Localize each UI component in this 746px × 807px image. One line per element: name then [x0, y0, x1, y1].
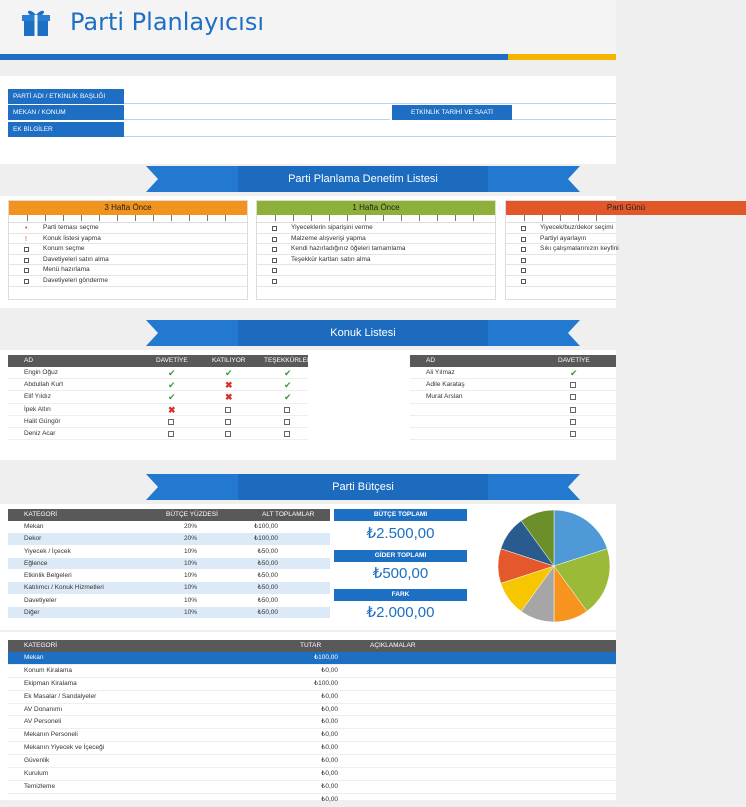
guest-row — [410, 379, 616, 391]
expense-amount: ₺0,00 — [321, 718, 338, 726]
budget-row[interactable] — [8, 533, 330, 545]
guest-name[interactable]: Adile Karataş — [426, 381, 465, 389]
venue-label: MEKAN / KONUM — [8, 105, 124, 120]
expense-details-table — [8, 640, 616, 807]
guest-list-banner — [146, 320, 580, 346]
budget-percent: 10% — [184, 584, 198, 592]
budget-category: Eğlence — [24, 559, 48, 567]
task-item[interactable]: ! Konuk listesi yapma — [9, 234, 247, 245]
guest-row — [410, 391, 616, 403]
guest-list-title: Konuk Listesi — [238, 320, 488, 346]
expense-category: Güvenlik — [24, 757, 50, 765]
checklist-card-3-weeks — [8, 200, 248, 300]
check-icon[interactable]: ✔ — [284, 380, 292, 391]
task-item[interactable] — [257, 276, 495, 287]
task-item[interactable] — [506, 276, 616, 287]
budget-summary — [334, 509, 467, 625]
expense-row[interactable] — [8, 742, 616, 755]
budget-row[interactable] — [8, 607, 330, 619]
checklist-card-party-day — [505, 200, 646, 300]
checkbox[interactable] — [272, 279, 277, 284]
checkbox[interactable] — [24, 247, 29, 252]
expense-category: Kurulum — [24, 770, 49, 778]
expense-total-label: GİDER TOPLAMI — [334, 550, 467, 562]
guest-row — [410, 416, 616, 428]
check-icon[interactable]: ✔ — [284, 392, 292, 403]
budget-total-label: BÜTÇE TOPLAMI — [334, 509, 467, 521]
budget-percent: 20% — [184, 523, 198, 530]
task-item[interactable]: Malzeme alışverişi yapma — [257, 234, 495, 245]
guest-name[interactable]: Halit Güngör — [24, 417, 61, 425]
check-icon[interactable]: ✔ — [168, 368, 176, 378]
expense-amount: ₺100,00 — [313, 654, 338, 661]
guest-table-header: AD DAVETİYE KATILIYOR TEŞEKKÜRLER — [8, 355, 308, 367]
checkbox[interactable] — [272, 247, 277, 252]
important-icon: • — [25, 225, 28, 232]
accent-bar-blue — [0, 54, 508, 60]
gift-icon — [22, 8, 50, 38]
guest-row — [8, 367, 308, 379]
task-item[interactable]: Yiyecek/buz/dekor seçimi — [506, 223, 616, 234]
budget-subtotal: ₺50,00 — [257, 609, 278, 617]
guest-row — [8, 404, 308, 416]
checkbox[interactable] — [521, 226, 526, 231]
expense-amount: ₺0,00 — [321, 731, 338, 739]
cross-icon[interactable]: ✖ — [225, 392, 233, 403]
budget-percent: 10% — [184, 547, 198, 555]
budget-category: Etkinlik Belgeleri — [24, 572, 72, 580]
expense-amount: ₺0,00 — [321, 770, 338, 778]
empty-checkbox[interactable] — [168, 428, 174, 442]
check-icon[interactable]: ✔ — [168, 392, 176, 403]
spiral-binding — [506, 215, 616, 223]
expense-row[interactable] — [8, 794, 616, 807]
details-table-header: KATEGORİ TUTAR AÇIKLAMALAR — [8, 640, 616, 652]
expense-row[interactable] — [8, 678, 616, 691]
expense-category: Mekan — [24, 654, 44, 661]
expense-amount: ₺0,00 — [321, 666, 338, 674]
budget-subtotal: ₺50,00 — [257, 584, 278, 592]
checkbox[interactable] — [272, 258, 277, 263]
expense-category: AV Donanımı — [24, 705, 63, 713]
party-name-input[interactable] — [124, 88, 616, 104]
expense-amount: ₺0,00 — [321, 795, 338, 803]
budget-category: Davetiyeler — [24, 596, 57, 604]
expense-row[interactable] — [8, 652, 616, 665]
expense-row[interactable] — [8, 704, 616, 717]
checklist-banner — [146, 166, 580, 192]
expense-category: Mekanın Personeli — [24, 731, 78, 739]
empty-checkbox[interactable] — [570, 428, 576, 442]
empty-checkbox[interactable] — [225, 428, 231, 442]
expense-category: Ek Masalar / Sandalyeler — [24, 692, 97, 700]
party-name-label: PARTİ ADI / ETKİNLİK BAŞLIĞI — [8, 89, 124, 104]
check-icon[interactable]: ✔ — [225, 368, 233, 378]
guest-row — [410, 404, 616, 416]
guest-name[interactable]: Ali Yılmaz — [426, 369, 455, 376]
check-icon[interactable]: ✔ — [168, 380, 176, 391]
cross-icon[interactable]: ✖ — [225, 380, 233, 391]
guest-row — [8, 391, 308, 403]
expense-row[interactable] — [8, 716, 616, 729]
checklist-card-1-week — [256, 200, 496, 300]
guest-row — [8, 428, 308, 440]
budget-category: Dekor — [24, 535, 42, 543]
budget-row[interactable] — [8, 595, 330, 607]
accent-bar-yellow — [508, 54, 616, 60]
budget-title: Parti Bütçesi — [238, 474, 488, 500]
budget-pie-chart — [492, 508, 616, 624]
expense-row[interactable] — [8, 691, 616, 704]
expense-category: Temizleme — [24, 782, 56, 790]
budget-row[interactable] — [8, 558, 330, 570]
expense-amount: ₺100,00 — [313, 679, 338, 687]
card-heading: 3 Hafta Önce — [9, 201, 247, 215]
budget-subtotal: ₺50,00 — [257, 596, 278, 604]
guest-name[interactable]: Engin Oğuz — [24, 369, 58, 376]
budget-subtotal: ₺50,00 — [257, 559, 278, 567]
checkbox[interactable] — [521, 237, 526, 242]
task-item[interactable] — [506, 265, 616, 276]
budget-percent: 20% — [184, 535, 198, 543]
task-item[interactable]: Teşekkür kartları satın alma — [257, 255, 495, 266]
budget-row[interactable] — [8, 546, 330, 558]
guest-row — [8, 379, 308, 391]
task-item[interactable]: Yiyeceklerin siparişini verme — [257, 223, 495, 234]
task-item[interactable]: Konum seçme — [9, 244, 247, 255]
guest-row — [8, 416, 308, 428]
expense-row[interactable] — [8, 665, 616, 678]
budget-subtotal: ₺50,00 — [257, 547, 278, 555]
checkbox[interactable] — [521, 268, 526, 273]
budget-subtotal: ₺100,00 — [253, 523, 278, 530]
budget-subtotal: ₺50,00 — [257, 572, 278, 580]
checkbox[interactable] — [24, 268, 29, 273]
expense-category: Konum Kiralama — [24, 666, 73, 674]
page-title: Parti Planlayıcısı — [70, 8, 265, 36]
checkbox[interactable] — [521, 279, 526, 284]
guest-name[interactable]: Deniz Acar — [24, 429, 56, 437]
important-icon: ! — [25, 235, 27, 243]
expense-amount: ₺0,00 — [321, 705, 338, 713]
check-icon[interactable]: ✔ — [570, 368, 578, 378]
checkbox[interactable] — [272, 268, 277, 273]
budget-category: Diğer — [24, 609, 40, 617]
guest-table-header: AD DAVETİYE — [410, 355, 616, 367]
date-label: ETKİNLİK TARİHİ VE SAATİ — [392, 105, 512, 120]
task-item[interactable]: Davetiyeleri satın alma — [9, 255, 247, 266]
checkbox[interactable] — [521, 247, 526, 252]
guest-name[interactable]: Murat Arslan — [426, 393, 463, 401]
task-item[interactable]: Menü hazırlama — [9, 265, 247, 276]
expense-row[interactable] — [8, 729, 616, 742]
expense-amount: ₺0,00 — [321, 782, 338, 790]
budget-banner — [146, 474, 580, 500]
task-item[interactable]: Kendi hazırladığınız öğeleri tamamlama — [257, 244, 495, 255]
budget-row[interactable] — [8, 521, 330, 533]
expense-amount: ₺0,00 — [321, 744, 338, 752]
guest-name[interactable]: Elif Yıldız — [24, 393, 51, 401]
card-heading: Parti Günü — [506, 201, 746, 215]
task-item[interactable]: Davetiyeleri gönderme — [9, 276, 247, 287]
task-item[interactable]: Partiyi ayarlayın — [506, 234, 616, 245]
budget-table — [8, 509, 330, 619]
budget-total-value: ₺2.500,00 — [334, 521, 467, 547]
checkbox[interactable] — [521, 258, 526, 263]
extra-info-label: EK BİLGİLER — [8, 122, 124, 137]
guest-table-left — [8, 355, 312, 440]
checkbox[interactable] — [272, 226, 277, 231]
checkbox[interactable] — [24, 279, 29, 284]
budget-category: Yiyecek / İçecek — [24, 547, 71, 555]
check-icon[interactable]: ✔ — [284, 368, 292, 378]
guest-name[interactable]: İpek Altın — [24, 405, 51, 413]
budget-subtotal: ₺100,00 — [253, 535, 278, 543]
budget-table-header: KATEGORİ BÜTÇE YÜZDESİ ALT TOPLAMLAR — [8, 509, 330, 521]
spiral-binding — [257, 215, 495, 223]
expense-row[interactable] — [8, 755, 616, 768]
budget-percent: 10% — [184, 596, 198, 604]
checkbox[interactable] — [272, 237, 277, 242]
budget-category: Mekan — [24, 523, 44, 530]
task-item[interactable]: • Parti teması seçme — [9, 223, 247, 234]
card-heading: 1 Hafta Önce — [257, 201, 495, 215]
budget-percent: 10% — [184, 559, 198, 567]
budget-row[interactable] — [8, 582, 330, 594]
guest-row — [410, 428, 616, 440]
cross-icon[interactable]: ✖ — [168, 404, 176, 415]
guest-row — [410, 367, 616, 379]
difference-label: FARK — [334, 589, 467, 601]
venue-input[interactable] — [124, 104, 390, 120]
task-item[interactable] — [257, 265, 495, 276]
expense-amount: ₺0,00 — [321, 757, 338, 765]
budget-percent: 10% — [184, 609, 198, 617]
task-item[interactable]: Sıkı çalışmalarınızın keyfini — [506, 244, 616, 255]
expense-row[interactable] — [8, 768, 616, 781]
expense-amount: ₺0,00 — [321, 692, 338, 700]
extra-info-input[interactable] — [124, 121, 616, 137]
checklist-title: Parti Planlama Denetim Listesi — [238, 166, 488, 192]
budget-percent: 10% — [184, 572, 198, 580]
date-input[interactable] — [512, 104, 616, 120]
difference-value: ₺2.000,00 — [334, 601, 467, 625]
expense-total-value: ₺500,00 — [334, 562, 467, 586]
guest-table-right — [410, 355, 616, 440]
task-item[interactable] — [506, 255, 616, 266]
expense-category: Ekipman Kiralama — [24, 679, 77, 687]
budget-row[interactable] — [8, 570, 330, 582]
expense-category: AV Personeli — [24, 718, 62, 726]
expense-category: Mekanın Yiyecek ve İçeceği — [24, 744, 105, 752]
budget-category: Katılımcı / Konuk Hizmetleri — [24, 584, 104, 592]
spiral-binding — [9, 215, 247, 223]
guest-name[interactable]: Abdullah Kurt — [24, 381, 64, 389]
empty-checkbox[interactable] — [284, 428, 290, 442]
checkbox[interactable] — [24, 258, 29, 263]
expense-row[interactable] — [8, 781, 616, 794]
